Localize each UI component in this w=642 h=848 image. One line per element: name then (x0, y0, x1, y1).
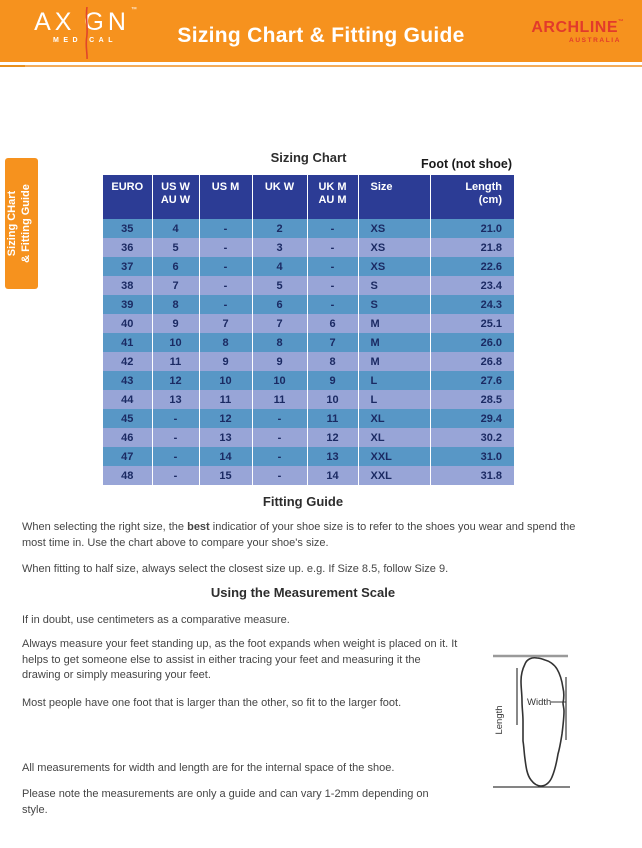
cell-us-m: - (199, 276, 252, 295)
cell-length: 26.8 (480, 355, 502, 368)
col-header-size (358, 175, 430, 219)
cell-us-m: - (199, 238, 252, 257)
cell-us-m: 8 (199, 333, 252, 352)
cell-size: XXL (358, 466, 430, 485)
cell-us-w: 6 (152, 257, 199, 276)
cell-euro: 39 (103, 295, 152, 314)
para1-bold: best (187, 521, 210, 533)
header-bar (0, 0, 642, 62)
cell-size: XS (358, 219, 430, 238)
cell-uk-m: 12 (307, 428, 358, 447)
col-header-text: UK M (318, 181, 347, 193)
table-row (103, 447, 514, 466)
col-header-text: Size (370, 181, 393, 193)
fitting-guide-para2: When fitting to half size, always select the closest size up. e.g. If Size 8.5, follow Size 9. (22, 563, 449, 575)
cell-euro: 36 (103, 238, 152, 257)
cell-euro: 47 (103, 447, 152, 466)
col-header-uk-w (252, 175, 307, 219)
para1-pre: When selecting the right size, the (22, 521, 188, 533)
col-header-text2: AU M (318, 194, 347, 206)
cell-uk-m: - (307, 276, 358, 295)
cell-length: 24.3 (480, 298, 502, 311)
cell-length: 31.8 (480, 469, 502, 482)
cell-euro: 35 (103, 219, 152, 238)
sizing-chart-title: Sizing Chart (270, 150, 347, 165)
cell-uk-w: - (252, 428, 307, 447)
side-tab-line2: & Fitting Guide (20, 184, 32, 263)
col-header-us-w (152, 175, 199, 219)
table-row (103, 238, 514, 257)
cell-size: XL (358, 409, 430, 428)
cell-us-m: 9 (199, 352, 252, 371)
table-row (103, 219, 514, 238)
table-row (103, 257, 514, 276)
cell-euro: 42 (103, 352, 152, 371)
cell-us-w: 9 (152, 314, 199, 333)
table-row (103, 276, 514, 295)
cell-euro: 44 (103, 390, 152, 409)
header-divider (0, 65, 642, 67)
measurement-heading: Using the Measurement Scale (210, 585, 396, 600)
cell-us-w: 10 (152, 333, 199, 352)
col-header-text: US M (211, 181, 240, 193)
para1-post: indicatior of your shoe size is to refer to the shoes you wear and spend the most time in. Use the chart above to compare your shoe's size. (22, 521, 576, 549)
cell-us-w: - (152, 409, 199, 428)
col-header-text2: (cm) (478, 194, 502, 206)
side-tab (5, 158, 38, 289)
cell-uk-m: 10 (307, 390, 358, 409)
side-tab-line1: Sizing CHart (6, 190, 18, 257)
cell-length: 21.0 (480, 222, 502, 235)
cell-uk-w: 3 (252, 238, 307, 257)
cell-us-w: 8 (152, 295, 199, 314)
cell-uk-w: 9 (252, 352, 307, 371)
col-header-uk-m (307, 175, 358, 219)
cell-uk-w: - (252, 409, 307, 428)
cell-us-w: 11 (152, 352, 199, 371)
table-row (103, 333, 514, 352)
cell-uk-w: 4 (252, 257, 307, 276)
cell-us-w: 13 (152, 390, 199, 409)
cell-us-w: - (152, 466, 199, 485)
measurement-para1: If in doubt, use centimeters as a comparative measure. (22, 614, 290, 626)
cell-size: XXL (358, 447, 430, 466)
sizing-table-header (103, 175, 514, 219)
cell-us-w: - (152, 447, 199, 466)
cell-size: L (358, 390, 430, 409)
cell-uk-w: 2 (252, 219, 307, 238)
cell-uk-w: 8 (252, 333, 307, 352)
cell-uk-m: - (307, 219, 358, 238)
col-header-us-m (199, 175, 252, 219)
table-row (103, 466, 514, 485)
cell-uk-w: 10 (252, 371, 307, 390)
cell-us-m: - (199, 295, 252, 314)
cell-length: 23.4 (480, 279, 502, 292)
cell-us-m: 11 (199, 390, 252, 409)
cell-length: 26.0 (480, 336, 502, 349)
table-row (103, 314, 514, 333)
fitting-guide-heading: Fitting Guide (262, 494, 344, 509)
cell-uk-m: 9 (307, 371, 358, 390)
header-divider-accent (0, 65, 25, 67)
foot-measurement-diagram (488, 648, 583, 796)
length-label: Length (494, 705, 505, 735)
cell-us-w: 5 (152, 238, 199, 257)
cell-euro: 43 (103, 371, 152, 390)
cell-uk-w: 11 (252, 390, 307, 409)
table-row (103, 390, 514, 409)
side-tab-label (5, 158, 38, 289)
cell-uk-w: - (252, 466, 307, 485)
cell-euro: 38 (103, 276, 152, 295)
cell-euro: 45 (103, 409, 152, 428)
cell-euro: 37 (103, 257, 152, 276)
axign-trademark: ™ (130, 7, 137, 13)
col-header-text: EURO (111, 181, 144, 193)
fitting-guide-para1 (22, 520, 582, 551)
cell-uk-m: - (307, 295, 358, 314)
cell-uk-w: - (252, 447, 307, 466)
table-row (103, 371, 514, 390)
cell-us-m: 14 (199, 447, 252, 466)
page-title: Sizing Chart & Fitting Guide (177, 24, 465, 47)
archline-wordmark (531, 20, 624, 36)
cell-uk-m: - (307, 238, 358, 257)
cell-size: L (358, 371, 430, 390)
axign-sub-right: CAL (89, 37, 117, 44)
cell-length: 22.6 (480, 260, 502, 273)
cell-size: M (358, 333, 430, 352)
cell-euro: 41 (103, 333, 152, 352)
cell-euro: 40 (103, 314, 152, 333)
cell-length: 29.4 (480, 412, 502, 425)
cell-us-m: 13 (199, 428, 252, 447)
measurement-para5: Please note the measurements are only a guide and can vary 1-2mm depending on style. (22, 788, 429, 816)
sizing-table-body (103, 219, 514, 485)
cell-euro: 46 (103, 428, 152, 447)
cell-length: 25.1 (480, 317, 502, 330)
cell-length: 28.5 (480, 393, 502, 406)
cell-length: 21.8 (480, 241, 502, 254)
width-label: Width (527, 697, 552, 708)
archline-trademark: ™ (618, 19, 624, 25)
cell-size: M (358, 314, 430, 333)
table-row (103, 352, 514, 371)
cell-us-m: 10 (199, 371, 252, 390)
cell-size: M (358, 352, 430, 371)
cell-us-m: 7 (199, 314, 252, 333)
cell-length: 31.0 (480, 450, 502, 463)
cell-uk-m: 8 (307, 352, 358, 371)
cell-length: 30.2 (480, 431, 502, 444)
foot-not-shoe-label: Foot (not shoe) (421, 157, 512, 171)
col-header-text: Length (465, 181, 502, 193)
foot-outline (521, 658, 564, 786)
cell-uk-m: 13 (307, 447, 358, 466)
col-header-length (430, 175, 514, 219)
cell-uk-m: 11 (307, 409, 358, 428)
cell-us-w: 12 (152, 371, 199, 390)
cell-uk-m: 14 (307, 466, 358, 485)
cell-size: S (358, 276, 430, 295)
table-row (103, 295, 514, 314)
cell-uk-m: - (307, 257, 358, 276)
cell-euro: 48 (103, 466, 152, 485)
cell-us-w: 7 (152, 276, 199, 295)
col-header-text: US W (161, 181, 190, 193)
measurement-para2: Always measure your feet standing up, as the foot expands when weight is placed on it. It helps to get someone else to assist in either tracing your feet and measuring it the drawing or simply measuring your feet. (22, 638, 458, 681)
col-header-text2: AU W (160, 194, 191, 206)
cell-size: XS (358, 238, 430, 257)
axign-word-left: AX (34, 8, 76, 36)
measurement-para3: Most people have one foot that is larger than the other, so fit to the larger foot. (22, 697, 402, 709)
cell-us-w: 4 (152, 219, 199, 238)
cell-uk-w: 7 (252, 314, 307, 333)
cell-uk-w: 6 (252, 295, 307, 314)
table-row (103, 409, 514, 428)
cell-uk-w: 5 (252, 276, 307, 295)
cell-size: XL (358, 428, 430, 447)
cell-us-m: - (199, 219, 252, 238)
axign-sub-left: MED (53, 37, 83, 44)
cell-size: XS (358, 257, 430, 276)
cell-us-m: 12 (199, 409, 252, 428)
cell-uk-m: 6 (307, 314, 358, 333)
axign-red-i-icon (84, 7, 90, 59)
cell-us-m: - (199, 257, 252, 276)
axign-word-right: GN (84, 8, 130, 36)
cell-us-m: 15 (199, 466, 252, 485)
cell-uk-m: 7 (307, 333, 358, 352)
cell-length: 27.6 (480, 374, 502, 387)
archline-australia-label: AUSTRALIA (569, 37, 621, 44)
cell-us-w: - (152, 428, 199, 447)
archline-name-text: ARCHLINE (531, 19, 618, 36)
measurement-para4: All measurements for width and length are for the internal space of the shoe. (22, 762, 395, 774)
table-row (103, 428, 514, 447)
col-header-euro (103, 175, 152, 219)
sizing-table (103, 175, 514, 485)
header-row (103, 175, 514, 219)
archline-logo (531, 20, 624, 44)
cell-size: S (358, 295, 430, 314)
col-header-text: UK W (264, 181, 295, 193)
axign-logo (30, 9, 140, 57)
